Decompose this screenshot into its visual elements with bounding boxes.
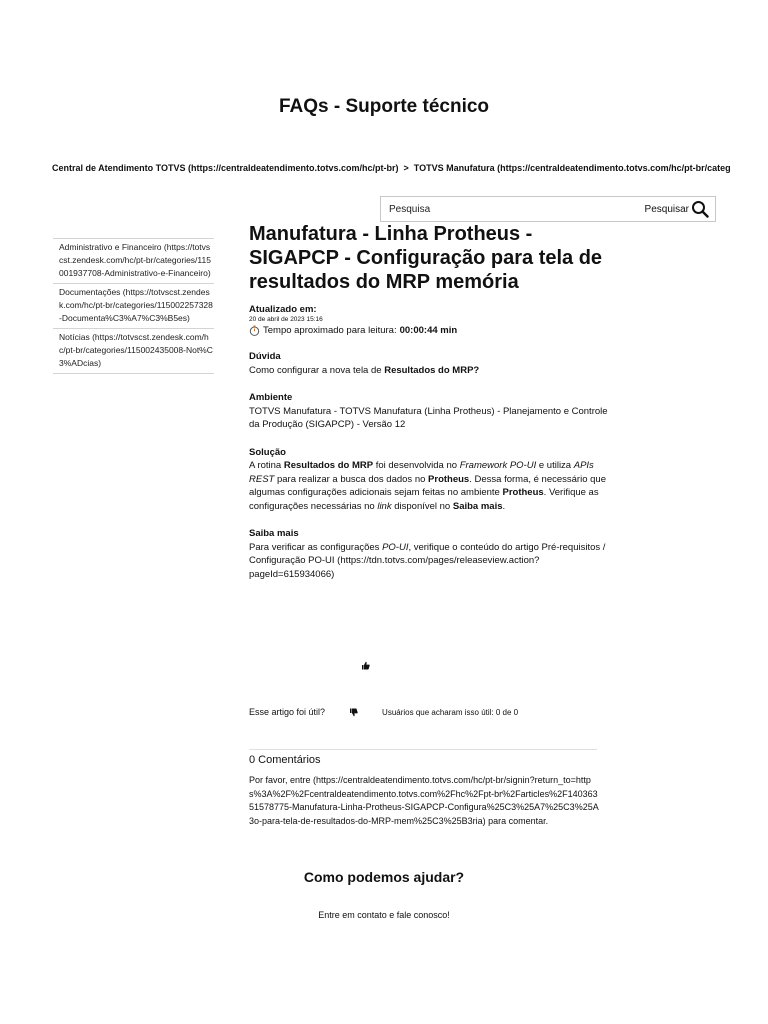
stopwatch-icon: [249, 325, 260, 336]
breadcrumb: [52, 163, 768, 173]
section-body: A rotina Resultados do MRP foi desenvolvida no Framework PO-UI e utiliza APIs REST para realizar a busca dos dados no Protheus. Dessa forma, é necessário que algumas configurações adicionais sejam feitas no ambiente Protheus. Verifique as configurações necessárias no link disponível no Saiba mais.: [249, 460, 606, 512]
article-title: Manufatura - Linha Protheus - SIGAPCP - Configuração para tela de resultados do MRP memória: [249, 223, 603, 293]
section-body: TOTVS Manufatura - TOTVS Manufatura (Linha Protheus) - Planejamento e Controle da Produção (SIGAPCP) - Versão 12: [249, 405, 608, 430]
updated-date: 20 de abril de 2023 15:16: [249, 316, 323, 323]
feedback-question: Esse artigo foi útil?: [249, 707, 326, 717]
search-icon: [691, 200, 709, 218]
feedback-count: Usuários que acharam isso útil: 0 de 0: [382, 707, 519, 717]
comments-login-link[interactable]: Por favor, entre (https://centraldeatendimento.totvs.com/hc/pt-br/signin?return_to=https%3A%2F%2Fcentraldeatendimento.totvs.com%2Fhc%2Fpt-br%2Farticles%2F14036351578775-Manufatura-Linha-Protheus-SIGAPCP-Configura%25C3%25A7%25C3%25A3o-para-tela-de-resultados-do-MRP-mem%25C3%25B3ria) para comentar.: [249, 775, 599, 826]
breadcrumb-item-manufatura[interactable]: TOTVS Manufatura (https://centraldeatendimento.totvs.com/hc/pt-br/categ: [413, 163, 731, 173]
updated-label: Atualizado em:: [249, 304, 317, 315]
site-title: FAQs - Suporte técnico: [278, 96, 490, 117]
category-sidebar: [53, 238, 214, 374]
section-saiba-mais: [249, 527, 609, 581]
thumbs-down-icon[interactable]: [349, 708, 358, 717]
prerequisites-link[interactable]: , verifique o conteúdo do artigo Pré-requisitos / Configuração PO-UI (https://tdn.totvs.com/pages/releaseview.action?pageId=615934066): [249, 541, 606, 580]
section-heading: Saiba mais: [249, 528, 299, 539]
reading-value: 00:00:44 min: [399, 325, 458, 336]
article: [249, 222, 609, 581]
thumbs-up-icon[interactable]: [361, 661, 370, 670]
reading-time: [249, 325, 609, 336]
section-ambiente: [249, 391, 609, 432]
section-heading: Ambiente: [249, 392, 293, 403]
sidebar-item-noticias[interactable]: Notícias (https://totvscst.zendesk.com/hc/pt-br/categories/115002435008-Not%C3%ADcias): [53, 328, 214, 374]
section-heading: Solução: [249, 446, 286, 458]
section-body: Para verificar as configurações PO-UI, verifique o conteúdo do artigo Pré-requisitos / Configuração PO-UI (https://tdn.totvs.com/pages/releaseview.action?pageId=615934066): [249, 541, 606, 580]
section-body: Como configurar a nova tela de Resultados do MRP?: [249, 364, 480, 376]
section-heading: Dúvida: [249, 351, 281, 362]
breadcrumb-item-central[interactable]: Central de Atendimento TOTVS (https://centraldeatendimento.totvs.com/hc/pt-br): [52, 163, 399, 173]
search-input[interactable]: [389, 200, 619, 218]
sidebar-item-documentacoes[interactable]: Documentações (https://totvscst.zendesk.com/hc/pt-br/categories/115002257328-Documenta%C3%A7%C3%B5es): [53, 283, 214, 328]
search-button-label: Pesquisar: [644, 203, 689, 215]
comments-divider: [249, 749, 597, 750]
comments-title: 0 Comentários: [249, 754, 321, 766]
reading-label: Tempo aproximado para leitura:: [263, 325, 397, 336]
section-solucao: [249, 446, 609, 514]
breadcrumb-separator: >: [403, 163, 409, 173]
section-duvida: [249, 350, 609, 377]
help-title: Como podemos ajudar?: [303, 869, 465, 885]
contact-link[interactable]: Entre em contato e fale conosco!: [318, 910, 450, 920]
sidebar-item-administrativo[interactable]: Administrativo e Financeiro (https://totvscst.zendesk.com/hc/pt-br/categories/115001937708-Administrativo-e-Financeiro): [53, 238, 214, 283]
search-button[interactable]: [645, 199, 709, 219]
feedback-row: [249, 707, 518, 717]
search-box: [380, 196, 716, 222]
